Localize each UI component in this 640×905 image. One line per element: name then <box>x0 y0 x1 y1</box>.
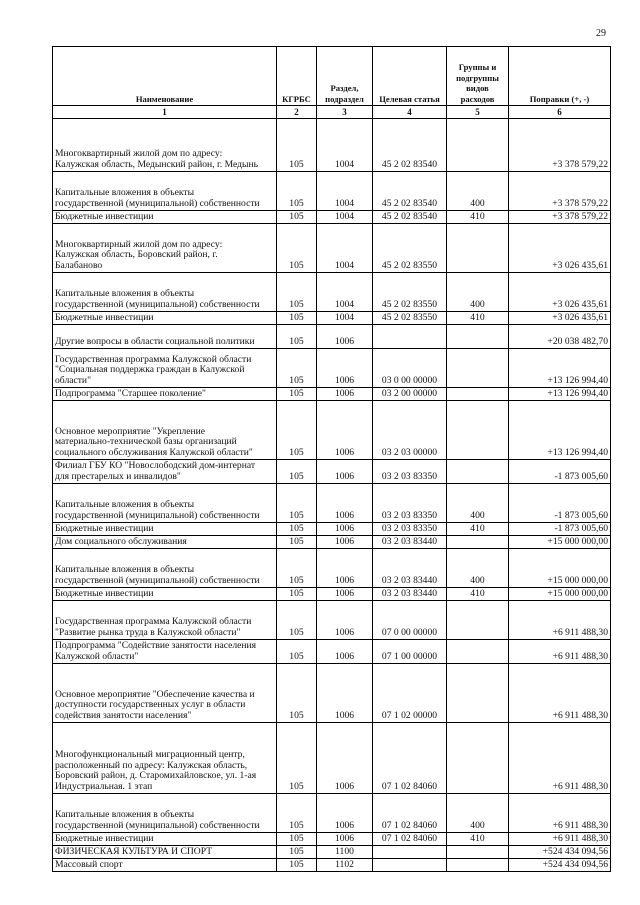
row-amount: +13 126 994,40 <box>509 388 611 401</box>
row-target: 07 0 00 00000 <box>373 601 447 640</box>
row-name: Капитальные вложения в объекты государственной (муниципальной) собственности <box>53 172 277 211</box>
row-amount: +20 038 482,70 <box>509 325 611 349</box>
row-name: Основное мероприятие "Укрепление материально-технической базы организаций социального обслуживания Калужской области" <box>53 401 277 460</box>
row-name: Капитальные вложения в объекты государственной (муниципальной) собственности <box>53 273 277 312</box>
row-target: 45 2 02 83540 <box>373 211 447 224</box>
row-kgrbs: 105 <box>277 601 317 640</box>
row-amount: +3 026 435,61 <box>509 224 611 273</box>
row-section: 1006 <box>317 549 373 588</box>
row-name: Бюджетные инвестиции <box>53 523 277 536</box>
row-name: Многоквартирный жилой дом по адресу: Калужская область, Боровский район, г. Балабаново <box>53 224 277 273</box>
row-target: 07 1 02 84060 <box>373 723 447 794</box>
table-row <box>53 723 611 794</box>
row-amount: +13 126 994,40 <box>509 401 611 460</box>
row-group <box>447 119 509 172</box>
row-amount: -1 873 005,60 <box>509 484 611 523</box>
row-name: Капитальные вложения в объекты государственной (муниципальной) собственности <box>53 484 277 523</box>
row-name: Капитальные вложения в объекты государственной (муниципальной) собственности <box>53 794 277 833</box>
row-target: 45 2 02 83540 <box>373 119 447 172</box>
row-target: 45 2 02 83550 <box>373 273 447 312</box>
row-group <box>447 224 509 273</box>
row-group <box>447 723 509 794</box>
row-target: 03 2 03 83350 <box>373 460 447 484</box>
row-kgrbs: 105 <box>277 119 317 172</box>
table-row <box>53 640 611 664</box>
row-target: 45 2 02 83550 <box>373 312 447 325</box>
table-row <box>53 536 611 549</box>
row-name: Государственная программа Калужской области "Развитие рынка труда в Калужской области" <box>53 601 277 640</box>
row-name: Массовый спорт <box>53 859 277 872</box>
row-amount: +3 378 579,22 <box>509 119 611 172</box>
row-target <box>373 325 447 349</box>
row-section: 1006 <box>317 484 373 523</box>
column-number: 2 <box>277 106 317 119</box>
row-group: 410 <box>447 588 509 601</box>
page-number: 29 <box>596 28 606 39</box>
row-name: Подпрограмма "Содействие занятости населения Калужской области" <box>53 640 277 664</box>
table-row <box>53 601 611 640</box>
row-kgrbs: 105 <box>277 588 317 601</box>
row-amount: +6 911 488,30 <box>509 640 611 664</box>
table-row <box>53 401 611 460</box>
row-group: 410 <box>447 833 509 846</box>
table-row <box>53 833 611 846</box>
row-section: 1006 <box>317 794 373 833</box>
header-name: Наименование <box>53 47 277 106</box>
row-kgrbs: 105 <box>277 224 317 273</box>
row-group <box>447 536 509 549</box>
row-group: 400 <box>447 549 509 588</box>
table-row <box>53 484 611 523</box>
row-amount: +6 911 488,30 <box>509 833 611 846</box>
table-row <box>53 523 611 536</box>
row-name: Многоквартирный жилой дом по адресу: Калужская область, Медынский район, г. Медынь <box>53 119 277 172</box>
row-target: 03 2 03 83440 <box>373 536 447 549</box>
row-kgrbs: 105 <box>277 794 317 833</box>
row-group: 400 <box>447 794 509 833</box>
row-amount: +524 434 094,56 <box>509 859 611 872</box>
column-number: 3 <box>317 106 373 119</box>
row-group: 410 <box>447 211 509 224</box>
row-amount: +6 911 488,30 <box>509 723 611 794</box>
table-row <box>53 211 611 224</box>
row-kgrbs: 105 <box>277 172 317 211</box>
row-target: 03 2 03 83440 <box>373 549 447 588</box>
header-groups: Группы и подгруппы видов расходов <box>447 47 509 106</box>
table-row <box>53 325 611 349</box>
row-name: Бюджетные инвестиции <box>53 588 277 601</box>
row-name: Многофункциональный миграционный центр, расположенный по адресу: Калужская область, Боровский район, д. Старомихайловское, ул. 1-ая Индустриальная. 1 этап <box>53 723 277 794</box>
row-kgrbs: 105 <box>277 460 317 484</box>
row-section: 1006 <box>317 664 373 723</box>
row-kgrbs: 105 <box>277 273 317 312</box>
row-name: Филиал ГБУ КО "Новослободский дом-интернат для престарелых и инвалидов" <box>53 460 277 484</box>
row-kgrbs: 105 <box>277 349 317 388</box>
row-kgrbs: 105 <box>277 549 317 588</box>
row-amount: +6 911 488,30 <box>509 794 611 833</box>
row-section: 1006 <box>317 460 373 484</box>
row-section: 1006 <box>317 401 373 460</box>
table-row <box>53 172 611 211</box>
row-section: 1006 <box>317 388 373 401</box>
row-kgrbs: 105 <box>277 859 317 872</box>
row-target: 45 2 02 83550 <box>373 224 447 273</box>
row-target <box>373 846 447 859</box>
row-amount: +524 434 094,56 <box>509 846 611 859</box>
row-group <box>447 601 509 640</box>
table-row <box>53 794 611 833</box>
row-amount: -1 873 005,60 <box>509 523 611 536</box>
table-row <box>53 549 611 588</box>
row-section: 1102 <box>317 859 373 872</box>
row-section: 1006 <box>317 588 373 601</box>
row-amount: +3 026 435,61 <box>509 273 611 312</box>
row-section: 1004 <box>317 312 373 325</box>
table-row <box>53 273 611 312</box>
row-amount: +6 911 488,30 <box>509 664 611 723</box>
row-amount: +13 126 994,40 <box>509 349 611 388</box>
row-kgrbs: 105 <box>277 833 317 846</box>
row-name: Основное мероприятие "Обеспечение качества и доступности государственных услуг в области содействия занятости населения" <box>53 664 277 723</box>
table-row <box>53 846 611 859</box>
row-group <box>447 859 509 872</box>
row-section: 1006 <box>317 723 373 794</box>
table-row <box>53 224 611 273</box>
row-amount: +15 000 000,00 <box>509 549 611 588</box>
row-section: 1006 <box>317 601 373 640</box>
row-section: 1100 <box>317 846 373 859</box>
row-section: 1006 <box>317 536 373 549</box>
table-row <box>53 119 611 172</box>
column-number: 4 <box>373 106 447 119</box>
column-number: 5 <box>447 106 509 119</box>
row-section: 1004 <box>317 211 373 224</box>
row-group <box>447 401 509 460</box>
row-section: 1004 <box>317 119 373 172</box>
row-kgrbs: 105 <box>277 640 317 664</box>
row-amount: +3 378 579,22 <box>509 172 611 211</box>
row-section: 1006 <box>317 640 373 664</box>
table-row <box>53 664 611 723</box>
row-name: Бюджетные инвестиции <box>53 211 277 224</box>
row-section: 1004 <box>317 273 373 312</box>
row-section: 1006 <box>317 325 373 349</box>
row-group <box>447 664 509 723</box>
row-kgrbs: 105 <box>277 846 317 859</box>
row-group <box>447 460 509 484</box>
row-group: 400 <box>447 172 509 211</box>
row-kgrbs: 105 <box>277 312 317 325</box>
row-amount: +15 000 000,00 <box>509 588 611 601</box>
table-row <box>53 588 611 601</box>
column-number: 1 <box>53 106 277 119</box>
table-row <box>53 460 611 484</box>
row-kgrbs: 105 <box>277 388 317 401</box>
row-group <box>447 388 509 401</box>
row-target: 03 2 03 83350 <box>373 523 447 536</box>
row-name: Дом социального обслуживания <box>53 536 277 549</box>
row-group: 410 <box>447 312 509 325</box>
row-name: Государственная программа Калужской области "Социальная поддержка граждан в Калужской области" <box>53 349 277 388</box>
row-amount: +15 000 000,00 <box>509 536 611 549</box>
header-amendments: Поправки (+, -) <box>509 47 611 106</box>
row-group: 400 <box>447 484 509 523</box>
header-kgrbs: КГРБС <box>277 47 317 106</box>
header-section: Раздел, подраздел <box>317 47 373 106</box>
header-target: Целевая статья <box>373 47 447 106</box>
column-number: 6 <box>509 106 611 119</box>
table-row <box>53 388 611 401</box>
row-section: 1006 <box>317 349 373 388</box>
row-name: Подпрограмма "Старшее поколение" <box>53 388 277 401</box>
row-target: 03 2 03 83440 <box>373 588 447 601</box>
row-target: 07 1 00 00000 <box>373 640 447 664</box>
row-target: 45 2 02 83540 <box>373 172 447 211</box>
row-group: 400 <box>447 273 509 312</box>
row-section: 1004 <box>317 172 373 211</box>
row-name: Капитальные вложения в объекты государственной (муниципальной) собственности <box>53 549 277 588</box>
row-target: 03 2 00 00000 <box>373 388 447 401</box>
table-row <box>53 349 611 388</box>
row-amount: +3 026 435,61 <box>509 312 611 325</box>
row-kgrbs: 105 <box>277 523 317 536</box>
budget-amendments-table <box>52 46 611 872</box>
row-section: 1004 <box>317 224 373 273</box>
row-kgrbs: 105 <box>277 211 317 224</box>
row-section: 1006 <box>317 523 373 536</box>
row-name: Бюджетные инвестиции <box>53 312 277 325</box>
row-group <box>447 846 509 859</box>
row-kgrbs: 105 <box>277 325 317 349</box>
row-target: 03 0 00 00000 <box>373 349 447 388</box>
row-target: 07 1 02 84060 <box>373 833 447 846</box>
row-target: 03 2 03 83350 <box>373 484 447 523</box>
row-target <box>373 859 447 872</box>
row-amount: +6 911 488,30 <box>509 601 611 640</box>
row-group <box>447 349 509 388</box>
row-kgrbs: 105 <box>277 536 317 549</box>
row-section: 1006 <box>317 833 373 846</box>
row-kgrbs: 105 <box>277 484 317 523</box>
row-kgrbs: 105 <box>277 723 317 794</box>
row-name: Другие вопросы в области социальной политики <box>53 325 277 349</box>
row-name: ФИЗИЧЕСКАЯ КУЛЬТУРА И СПОРТ <box>53 846 277 859</box>
row-group <box>447 640 509 664</box>
row-kgrbs: 105 <box>277 401 317 460</box>
row-group: 410 <box>447 523 509 536</box>
table-row <box>53 312 611 325</box>
row-target: 03 2 03 00000 <box>373 401 447 460</box>
row-kgrbs: 105 <box>277 664 317 723</box>
row-name: Бюджетные инвестиции <box>53 833 277 846</box>
row-amount: +3 378 579,22 <box>509 211 611 224</box>
row-target: 07 1 02 84060 <box>373 794 447 833</box>
row-group <box>447 325 509 349</box>
row-amount: -1 873 005,60 <box>509 460 611 484</box>
row-target: 07 1 02 00000 <box>373 664 447 723</box>
table-row <box>53 859 611 872</box>
